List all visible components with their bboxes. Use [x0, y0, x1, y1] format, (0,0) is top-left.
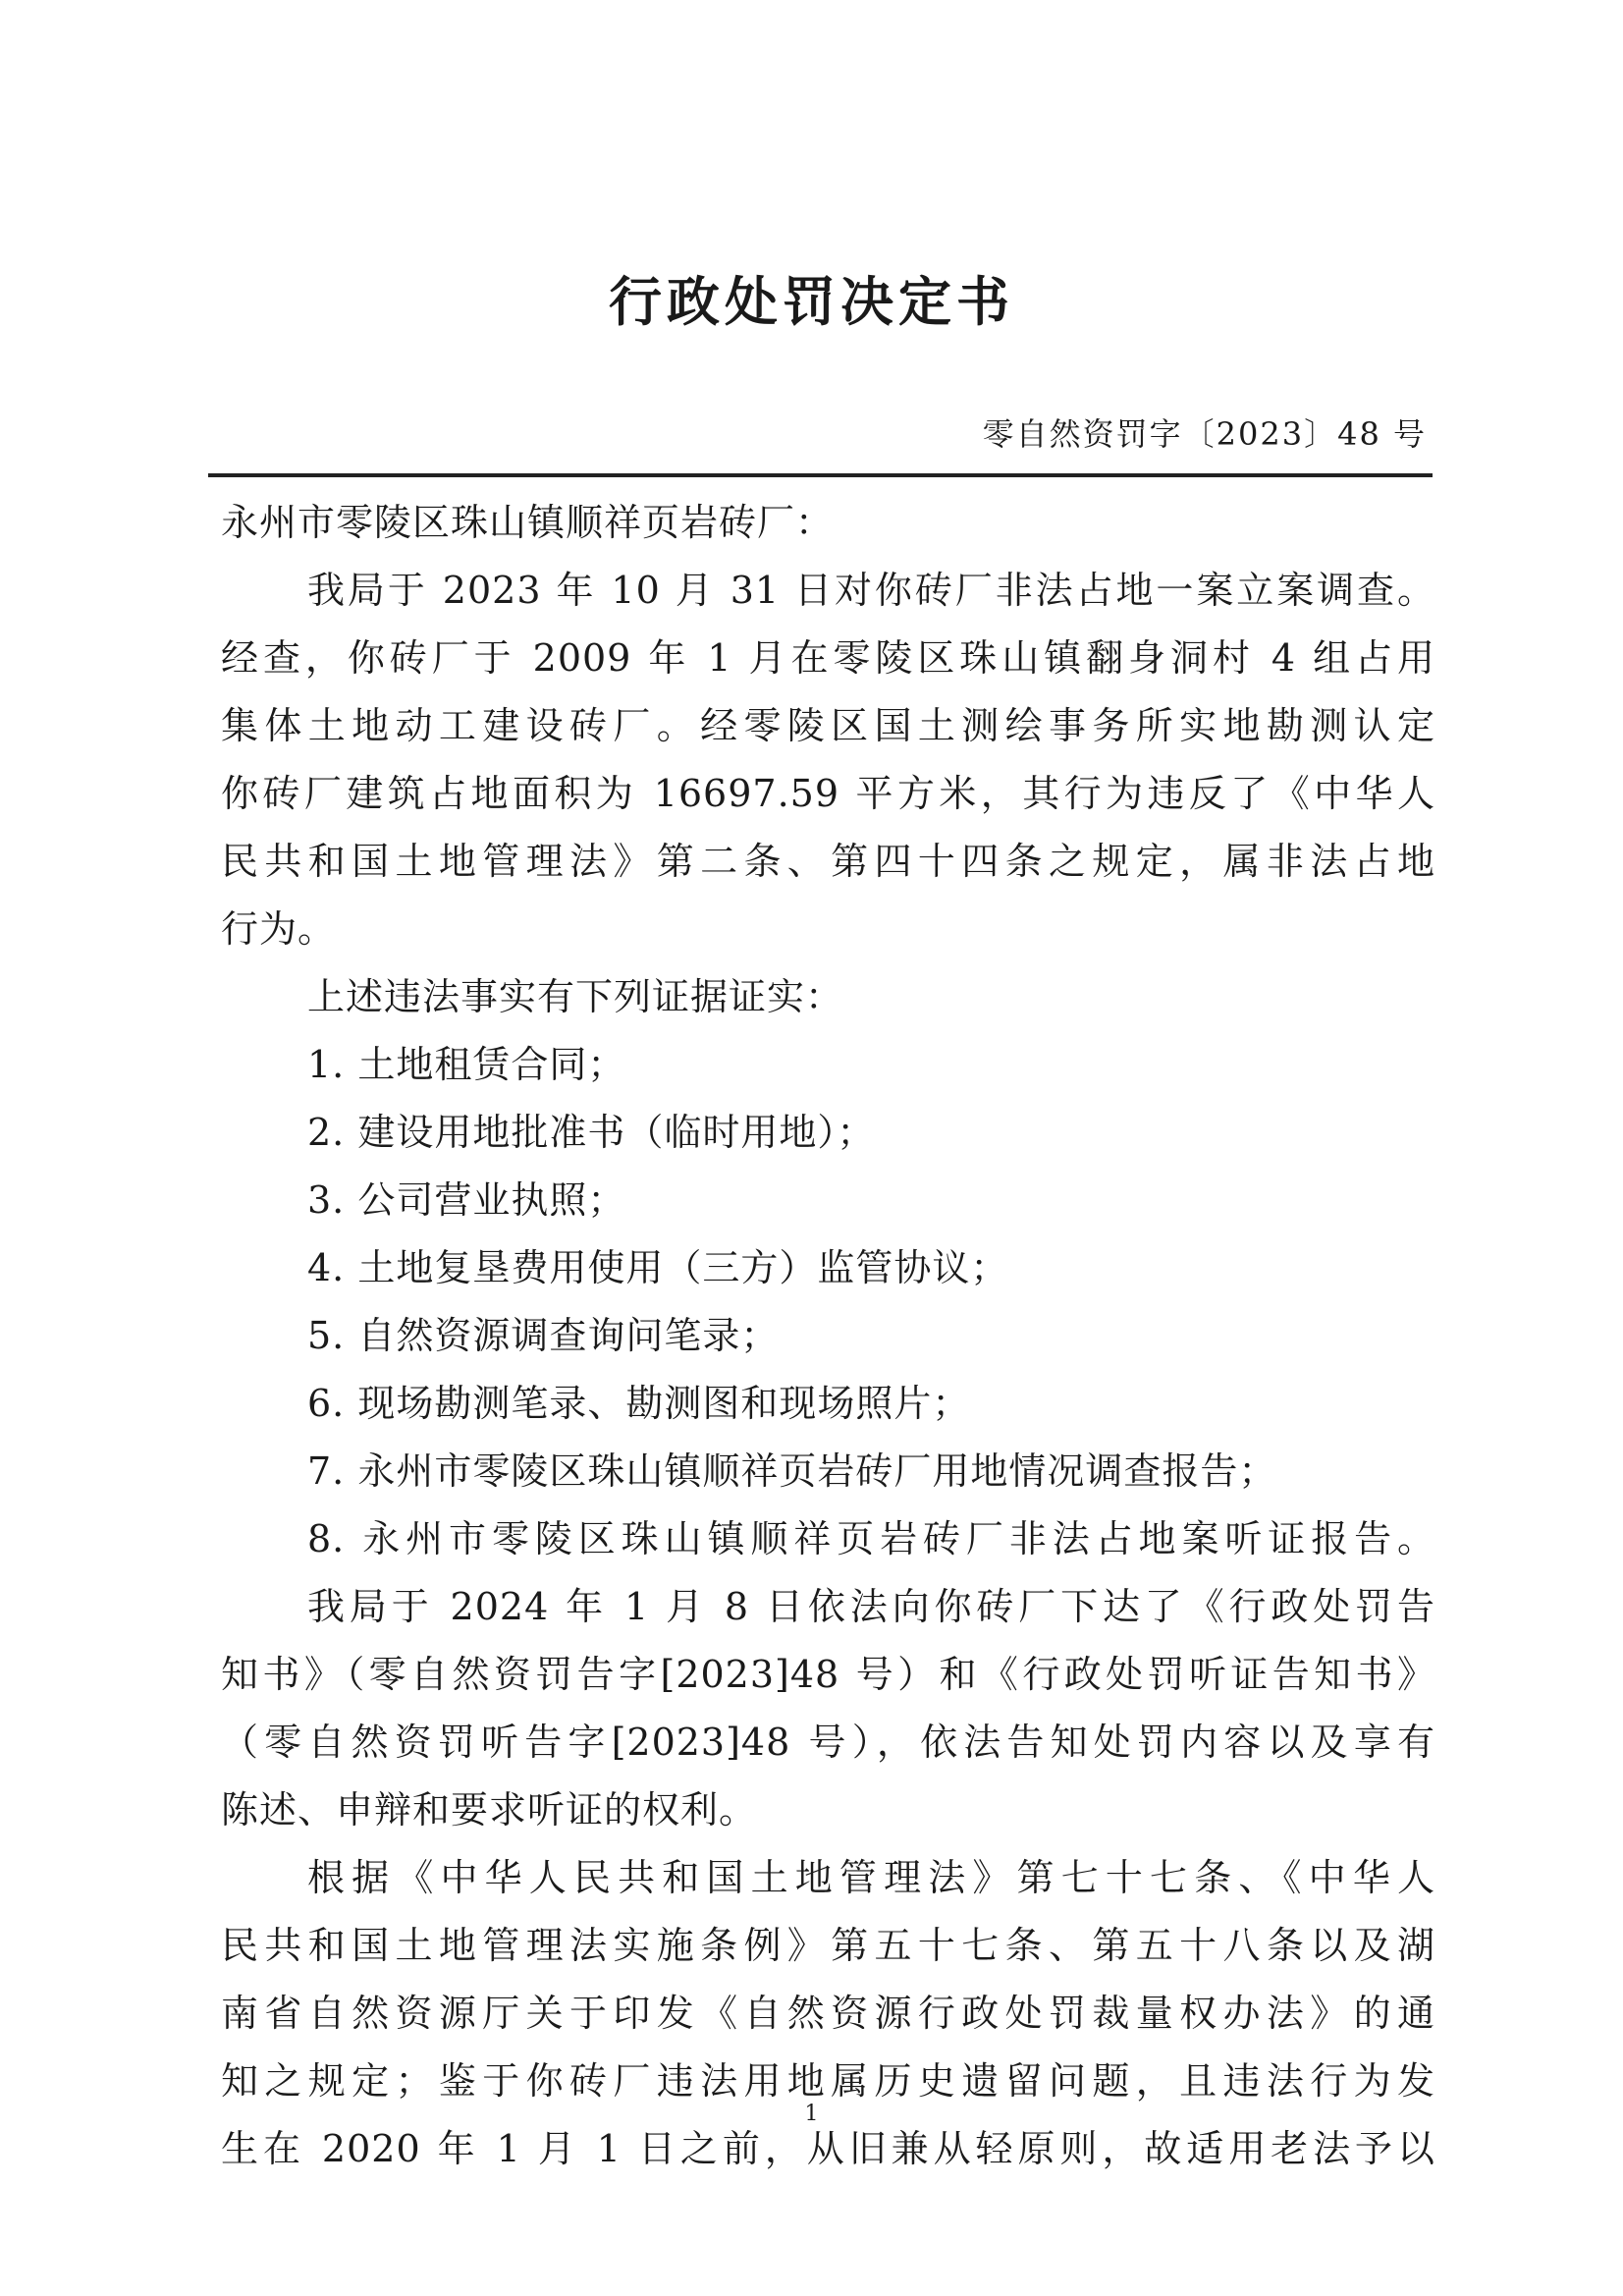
evidence-intro-line: 上述违法事实有下列证据证实：	[307, 975, 844, 1018]
body-line: （零自然资罚听告字[2023]48 号），依法告知处罚内容以及享有	[221, 1721, 1435, 1764]
header-divider	[208, 473, 1433, 477]
page-number: 1	[804, 2102, 819, 2126]
body-line: 你砖厂建筑占地面积为 16697.59 平方米，其行为违反了《中华人	[221, 772, 1435, 815]
evidence-item: 1. 土地租赁合同；	[307, 1043, 626, 1086]
body-line: 根据《中华人民共和国土地管理法》第七十七条、《中华人	[307, 1856, 1435, 1899]
document-title: 行政处罚决定书	[609, 271, 1014, 333]
body-line: 陈述、申辩和要求听证的权利。	[221, 1788, 758, 1831]
body-line: 我局于 2023 年 10 月 31 日对你砖厂非法占地一案立案调查。	[307, 569, 1435, 612]
body-line: 生在 2020 年 1 月 1 日之前，从旧兼从轻原则，故适用老法予以	[221, 2127, 1435, 2170]
document-body	[221, 489, 1435, 2183]
evidence-item: 5. 自然资源调查询问笔录；	[307, 1314, 780, 1357]
body-line: 南省自然资源厅关于印发《自然资源行政处罚裁量权办法》的通	[221, 1992, 1435, 2035]
document-number: 零自然资罚字〔2023〕48 号	[982, 415, 1427, 453]
body-line: 民共和国土地管理法》第二条、第四十四条之规定，属非法占地	[221, 840, 1435, 883]
evidence-item: 4. 土地复垦费用使用（三方）监管协议；	[307, 1246, 1009, 1289]
body-line: 知书》（零自然资罚告字[2023]48 号）和《行政处罚听证告知书》	[221, 1653, 1435, 1696]
body-line: 行为。	[221, 907, 337, 951]
evidence-item: 8. 永州市零陵区珠山镇顺祥页岩砖厂非法占地案听证报告。	[307, 1517, 1435, 1560]
evidence-item: 7. 永州市零陵区珠山镇顺祥页岩砖厂用地情况调查报告；	[307, 1449, 1277, 1493]
body-line: 知之规定；鉴于你砖厂违法用地属历史遗留问题，且违法行为发	[221, 2059, 1435, 2103]
body-line: 我局于 2024 年 1 月 8 日依法向你砖厂下达了《行政处罚告	[307, 1585, 1435, 1628]
evidence-item: 2. 建设用地批准书（临时用地）；	[307, 1111, 876, 1154]
addressee-line: 永州市零陵区珠山镇顺祥页岩砖厂：	[221, 501, 835, 544]
evidence-item: 6. 现场勘测笔录、勘测图和现场照片；	[307, 1382, 971, 1425]
body-line: 民共和国土地管理法实施条例》第五十七条、第五十八条以及湖	[221, 1924, 1435, 1967]
body-line: 集体土地动工建设砖厂。经零陵区国土测绘事务所实地勘测认定	[221, 704, 1435, 747]
body-line: 经查，你砖厂于 2009 年 1 月在零陵区珠山镇翻身洞村 4 组占用	[221, 636, 1435, 680]
evidence-item: 3. 公司营业执照；	[307, 1178, 626, 1222]
